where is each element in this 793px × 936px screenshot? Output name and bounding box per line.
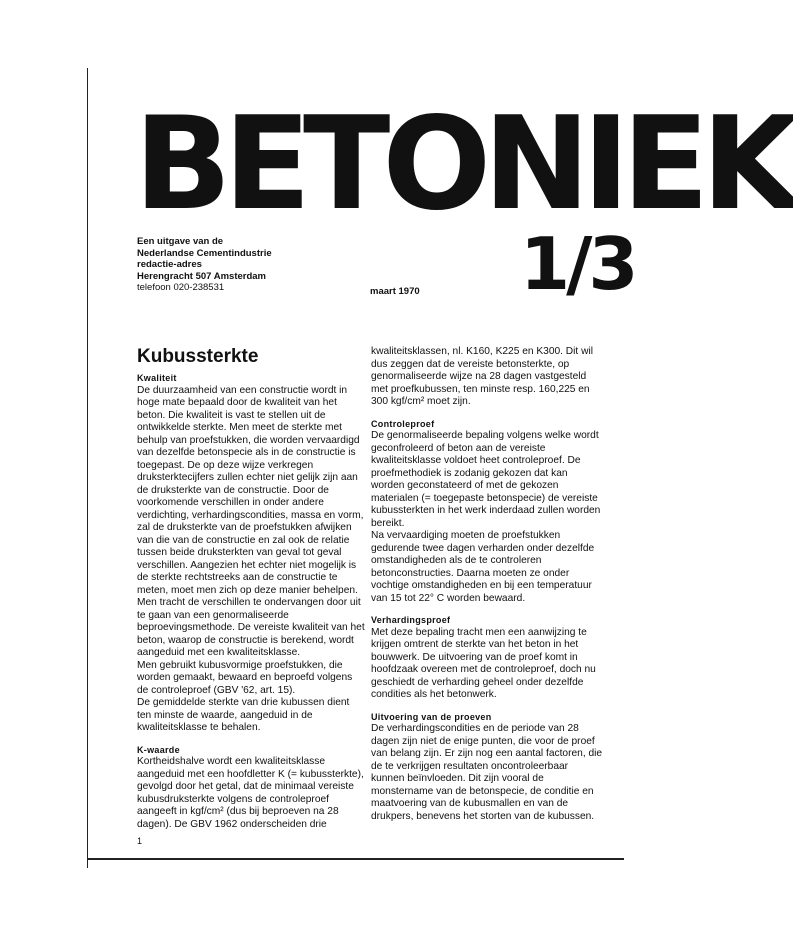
publisher-line: Nederlandse Cementindustrie	[137, 247, 272, 259]
publisher-line: redactie-adres	[137, 259, 202, 270]
column-2-body	[371, 346, 603, 823]
article-column-1	[137, 346, 365, 831]
paragraph: Met deze bepaling tracht men een aanwijzing te krijgen omtrent de sterkte van het beton in het bouwwerk. De uitvoering van de proef komt in hoofdzaak overeen met de controleproef, doch nu geschiedt de verharding geheel onder dezelfde condities als het betonwerk.	[371, 626, 596, 700]
article-title: Kubussterkte	[137, 346, 259, 367]
masthead-title: BETONIEK	[134, 90, 793, 239]
page-number: 1	[137, 836, 143, 846]
paragraph: Kortheidshalve wordt een kwaliteitsklasse aangeduid met een hoofdletter K (= kubussterkte), gevolgd door het getal, dat de minimaal vereiste kubusdruksterkte volgens de controleproef aangeeft in kgf/cm² (dus bij beproeven na 28 dagen). De GBV 1962 onderscheiden drie	[137, 756, 364, 830]
paragraph: De genormaliseerde bepaling volgens welke wordt geconfroleerd of beton aan de vereiste kwaliteitsklasse voldoet heet controleproef. De proefmethodiek is zodanig gekozen dat kan worden geconstateerd of met de gekozen materialen (= toegepaste betonspecie) de vereiste kubussterkten in het werk inderdaad zullen worden bereikt.	[371, 430, 601, 529]
paragraph: Na vervaardiging moeten de proefstukken gedurende twee dagen verharden onder dezelfde omstandigheden als de te controleren betonconstructies. Daarna moeten ze onder vochtige omstandigheden en bij een temperatuur van 15 tot 22° C worden bewaard.	[371, 530, 595, 604]
article-column-2	[371, 346, 603, 823]
issue-number: 1/3	[520, 222, 635, 306]
paragraph: De verhardingscondities en de periode van 28 dagen zijn niet de enige punten, die voor de proef van belang zijn. Er zijn nog een aantal factoren, die de te verkrijgen resultaten oncontroleerbaar kunnen beïnvloeden. Dit zijn vooral de monstername van de betonspecie, de conditie en maatvoering van de kubusmallen en van de drukpers, benevens het storten van de kubussen.	[371, 723, 603, 822]
section-heading: Kwaliteit	[137, 373, 177, 383]
paragraph: De gemiddelde sterkte van drie kubussen dient ten minste de waarde, aangeduid in de kwaliteitsklasse te behalen.	[137, 697, 350, 733]
paragraph: Men gebruikt kubusvormige proefstukken, die worden gemaakt, bewaard en beproefd volgens de controleproef (GBV '62, art. 15).	[137, 659, 353, 696]
section-heading: Controleproef	[371, 418, 435, 429]
column-1-body	[137, 372, 365, 831]
bottom-rule	[87, 858, 624, 860]
publisher-line: Een uitgave van de	[137, 236, 224, 247]
publisher-line: Herengracht 507 Amsterdam	[137, 270, 267, 282]
paragraph: kwaliteitsklassen, nl. K160, K225 en K300. Dit wil dus zeggen dat de vereiste betonsterkte, op genormaliseerde wijze na 28 dagen vastgesteld met proefkubussen, ten minste resp. 160,225 en 300 kgf/cm² moet zijn.	[371, 346, 593, 407]
section-heading: Verhardingsproef	[371, 615, 451, 625]
issue-date: maart 1970	[370, 286, 420, 297]
paragraph: Men tracht de verschillen te ondervangen door uit te gaan van een genormaliseerde beproevingsmethode. De vereiste kwaliteit van het beton, waarop de constructie is berekend, wordt aangeduid met een kwaliteitsklasse.	[137, 597, 365, 658]
paragraph: De duurzaamheid van een constructie wordt in hoge mate bepaald door de kwaliteit van het beton. Die kwaliteit is vast te stellen uit de ontwikkelde sterkte. Men meet de sterkte met behulp van proefstukken, die worden vervaardigd van dezelfde betonspecie als in de constructie is toegepast. De op deze wijze verkregen druksterktecijfers zullen echter niet gelijk zijn aan de druksterkte van de constructie. Door de voorkomende verschillen in onder andere verdichting, verhardingscondities, massa en vorm, zal de druksterkte van de proefstukken afwijken van die van de constructie en zal ook de relatie tussen beide druksterkten van geval tot geval verschillen. Aangezien het echter niet mogelijk is de sterkte rechtstreeks aan de constructie te meten, moet men zich op deze manier behelpen.	[137, 384, 364, 596]
publisher-block	[137, 236, 272, 294]
left-margin-rule	[87, 68, 88, 868]
section-heading: K-waarde	[137, 744, 180, 755]
publisher-phone: telefoon 020-238531	[137, 282, 225, 293]
section-heading: Uitvoering van de proeven	[371, 711, 492, 722]
